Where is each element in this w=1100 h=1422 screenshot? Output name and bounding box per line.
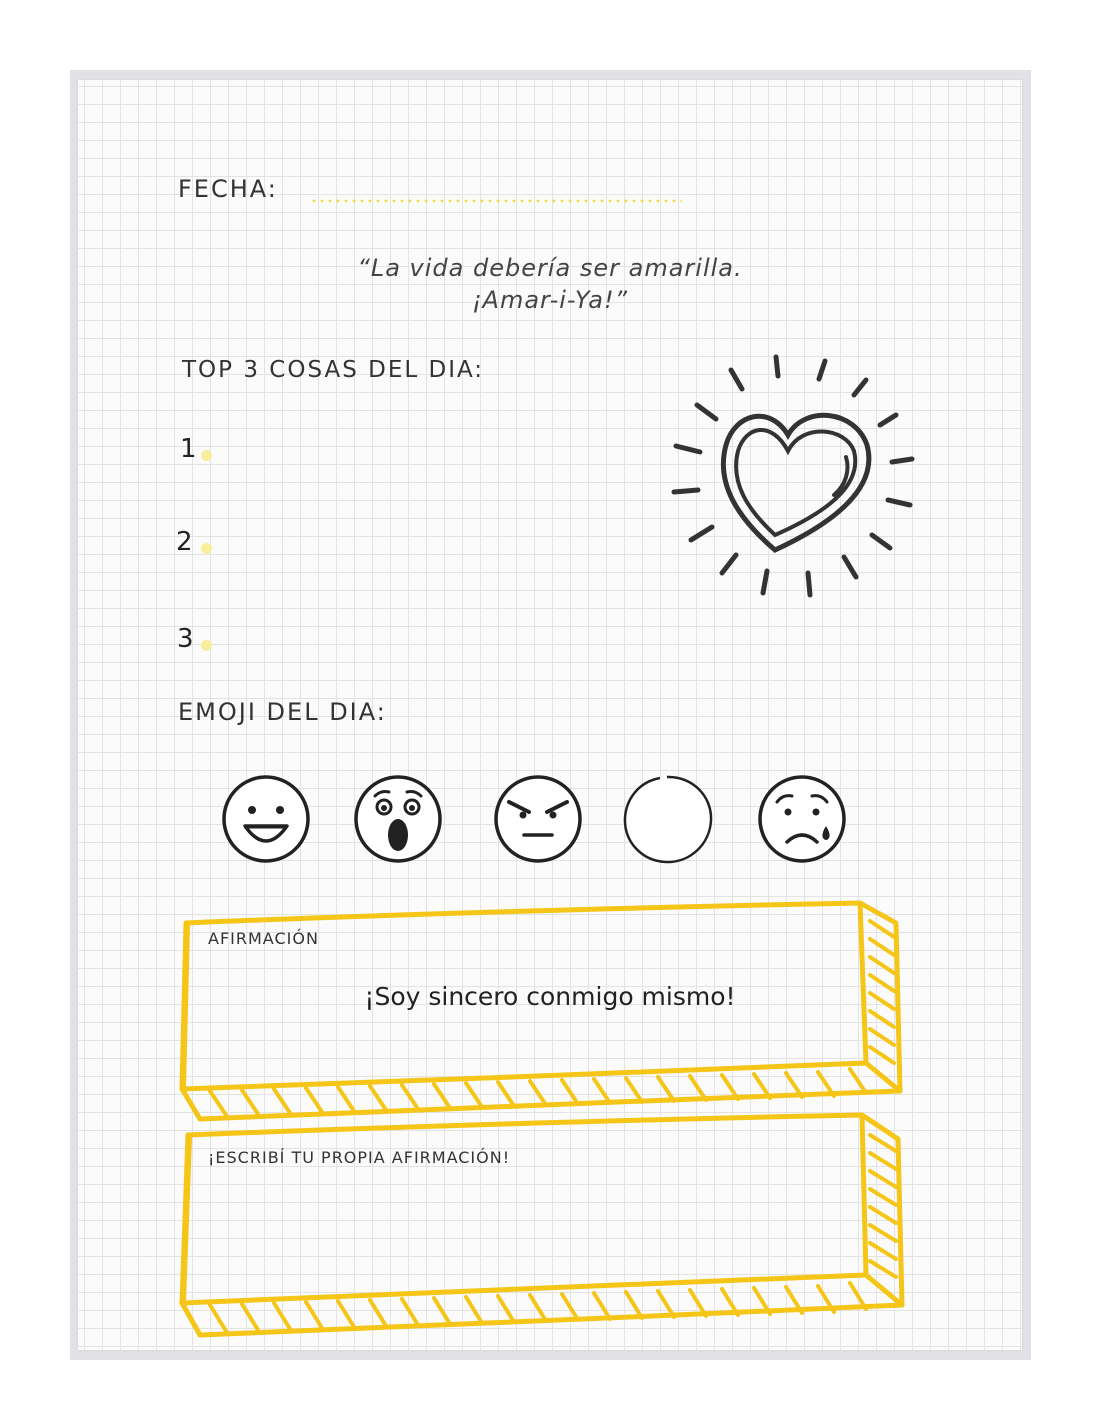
quote <box>300 252 800 316</box>
own-affirmation-box-frame[interactable] <box>170 1105 910 1345</box>
crying-face-icon[interactable] <box>755 772 849 866</box>
quote-line-1: “La vida debería ser amarilla. <box>357 254 743 282</box>
top3-item-1-number: 1 <box>180 434 197 464</box>
surprised-face-icon[interactable] <box>351 772 445 866</box>
angry-face-icon[interactable] <box>491 772 585 866</box>
top3-item-2-bullet <box>201 543 212 554</box>
top3-item-1-bullet <box>201 450 212 461</box>
top3-item-3-bullet <box>201 640 212 651</box>
date-label: FECHA: <box>178 175 278 203</box>
emoji-title: EMOJI DEL DIA: <box>178 698 387 726</box>
shining-heart-icon <box>660 345 930 615</box>
happy-face-icon[interactable] <box>219 772 313 866</box>
blank-face-icon[interactable] <box>620 772 714 866</box>
date-input-line[interactable] <box>310 199 682 203</box>
own-affirmation-label: ¡ESCRIBÍ TU PROPIA AFIRMACIÓN! <box>208 1148 511 1167</box>
top3-title: TOP 3 COSAS DEL DIA: <box>182 357 485 383</box>
affirmation-label: AFIRMACIÓN <box>208 929 319 948</box>
top3-item-2-number: 2 <box>176 527 193 557</box>
affirmation-text: ¡Soy sincero conmigo mismo! <box>364 982 736 1011</box>
top3-item-3-number: 3 <box>177 624 194 654</box>
quote-line-2: ¡Amar-i-Ya!” <box>471 286 629 314</box>
